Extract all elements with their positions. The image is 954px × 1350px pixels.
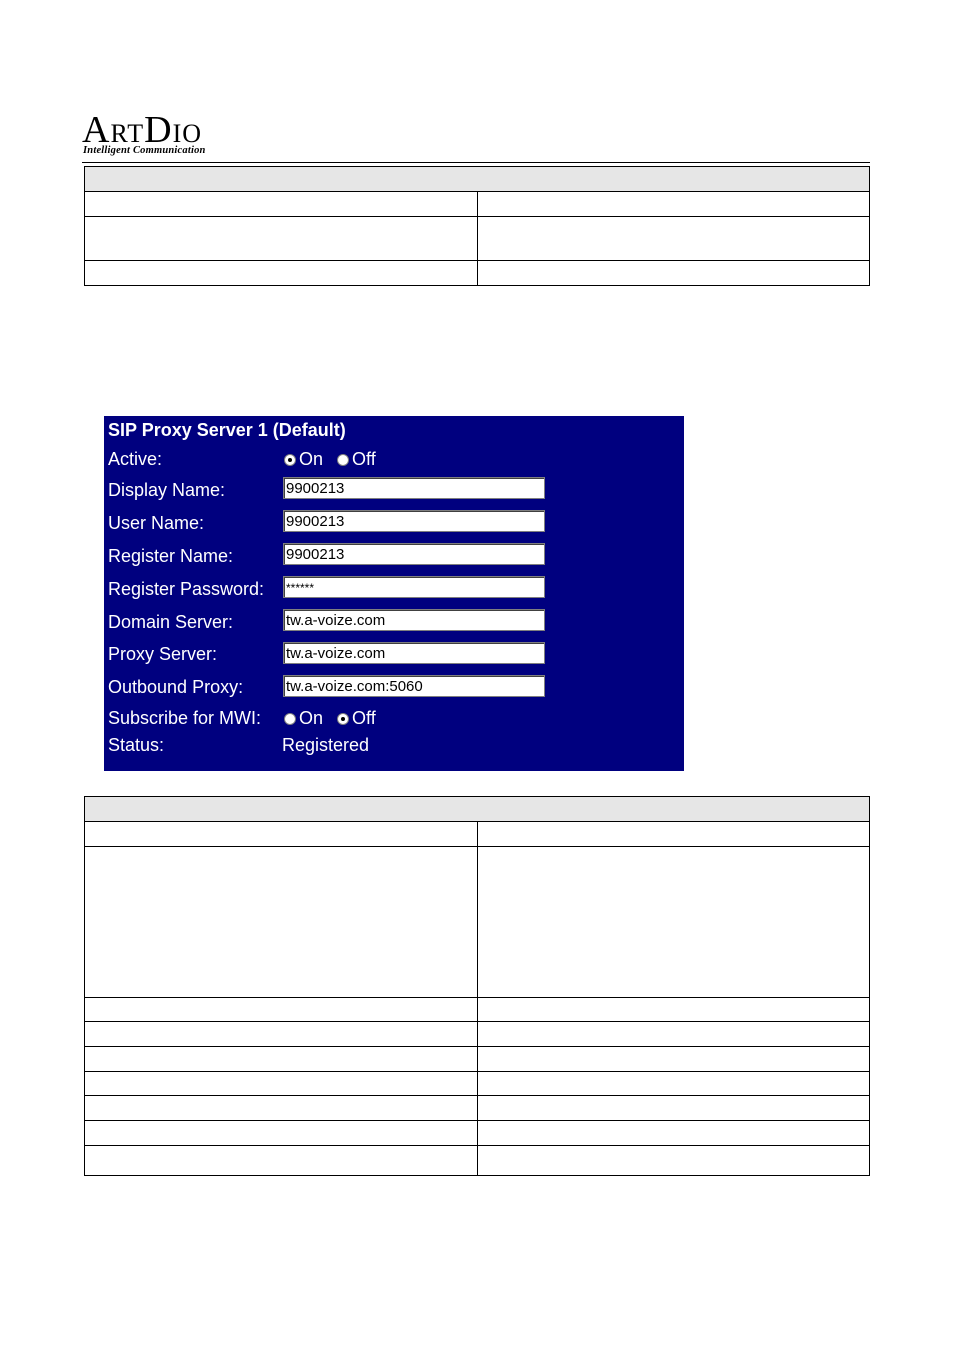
logo-letters-io: IO (172, 119, 203, 148)
panel-title: SIP Proxy Server 1 (Default) (108, 420, 346, 440)
top-spec-table (84, 166, 870, 286)
mwi-on-label: On (299, 708, 324, 728)
domain-server-field[interactable]: tw.a-voize.com (283, 609, 545, 631)
status-value: Registered (282, 735, 370, 755)
display-name-label: Display Name: (108, 480, 226, 500)
mwi-off-radio[interactable] (337, 713, 349, 725)
table-cell (477, 261, 870, 286)
table-row (85, 998, 870, 1022)
table-cell (85, 217, 478, 261)
table-cell (477, 1146, 870, 1176)
table-header-row (85, 797, 870, 822)
user-name-label: User Name: (108, 513, 205, 533)
table-row (85, 1072, 870, 1096)
domain-server-label: Domain Server: (108, 612, 234, 632)
table-row (85, 1022, 870, 1047)
table-cell (477, 217, 870, 261)
active-on-label: On (299, 449, 324, 469)
table-row (85, 1146, 870, 1176)
active-label: Active: (108, 449, 163, 469)
status-label: Status: (108, 735, 165, 755)
table-cell (85, 822, 478, 847)
register-password-field[interactable]: ****** (283, 576, 545, 598)
logo-letter-a: A (82, 109, 111, 151)
subscribe-mwi-radio-group (284, 708, 390, 729)
active-off-radio[interactable] (337, 454, 349, 466)
mwi-off-label: Off (352, 708, 376, 728)
table-cell (477, 192, 870, 217)
logo-letter-d: D (144, 109, 173, 151)
table-cell (477, 1072, 870, 1096)
active-on-radio[interactable] (284, 454, 296, 466)
subscribe-mwi-label: Subscribe for MWI: (108, 708, 262, 728)
table-row (85, 1096, 870, 1121)
proxy-server-label: Proxy Server: (108, 644, 218, 664)
table-header-cell (85, 167, 870, 192)
table-cell (85, 261, 478, 286)
table-cell (477, 1121, 870, 1146)
table-cell (85, 847, 478, 998)
table-cell (477, 1096, 870, 1121)
outbound-proxy-label: Outbound Proxy: (108, 677, 244, 697)
table-row (85, 192, 870, 217)
display-name-field[interactable]: 9900213 (283, 477, 545, 499)
table-cell (85, 998, 478, 1022)
table-cell (85, 1022, 478, 1047)
table-cell (85, 1096, 478, 1121)
table-cell (85, 1047, 478, 1072)
table-header-row (85, 167, 870, 192)
table-row (85, 261, 870, 286)
header-rule (82, 162, 870, 163)
user-name-field[interactable]: 9900213 (283, 510, 545, 532)
active-radio-group (284, 449, 390, 470)
sip-proxy-server-panel (104, 416, 684, 771)
register-name-label: Register Name: (108, 546, 234, 566)
table-row (85, 822, 870, 847)
table-header-cell (85, 797, 870, 822)
logo-letters-rt: RT (110, 119, 145, 148)
register-name-field[interactable]: 9900213 (283, 543, 545, 565)
table-cell (85, 1121, 478, 1146)
table-row (85, 1121, 870, 1146)
table-cell (85, 1072, 478, 1096)
table-row (85, 1047, 870, 1072)
artdio-logo (82, 110, 222, 160)
table-row (85, 847, 870, 998)
logo-tagline: Intelligent Communication (83, 145, 206, 156)
table-cell (477, 998, 870, 1022)
outbound-proxy-field[interactable]: tw.a-voize.com:5060 (283, 675, 545, 697)
active-off-label: Off (352, 449, 376, 469)
bottom-spec-table (84, 796, 870, 1176)
proxy-server-field[interactable]: tw.a-voize.com (283, 642, 545, 664)
table-cell (477, 1022, 870, 1047)
table-cell (477, 822, 870, 847)
table-row (85, 217, 870, 261)
table-cell (477, 847, 870, 998)
table-cell (477, 1047, 870, 1072)
table-cell (85, 1146, 478, 1176)
register-password-label: Register Password: (108, 579, 265, 599)
mwi-on-radio[interactable] (284, 713, 296, 725)
table-cell (85, 192, 478, 217)
